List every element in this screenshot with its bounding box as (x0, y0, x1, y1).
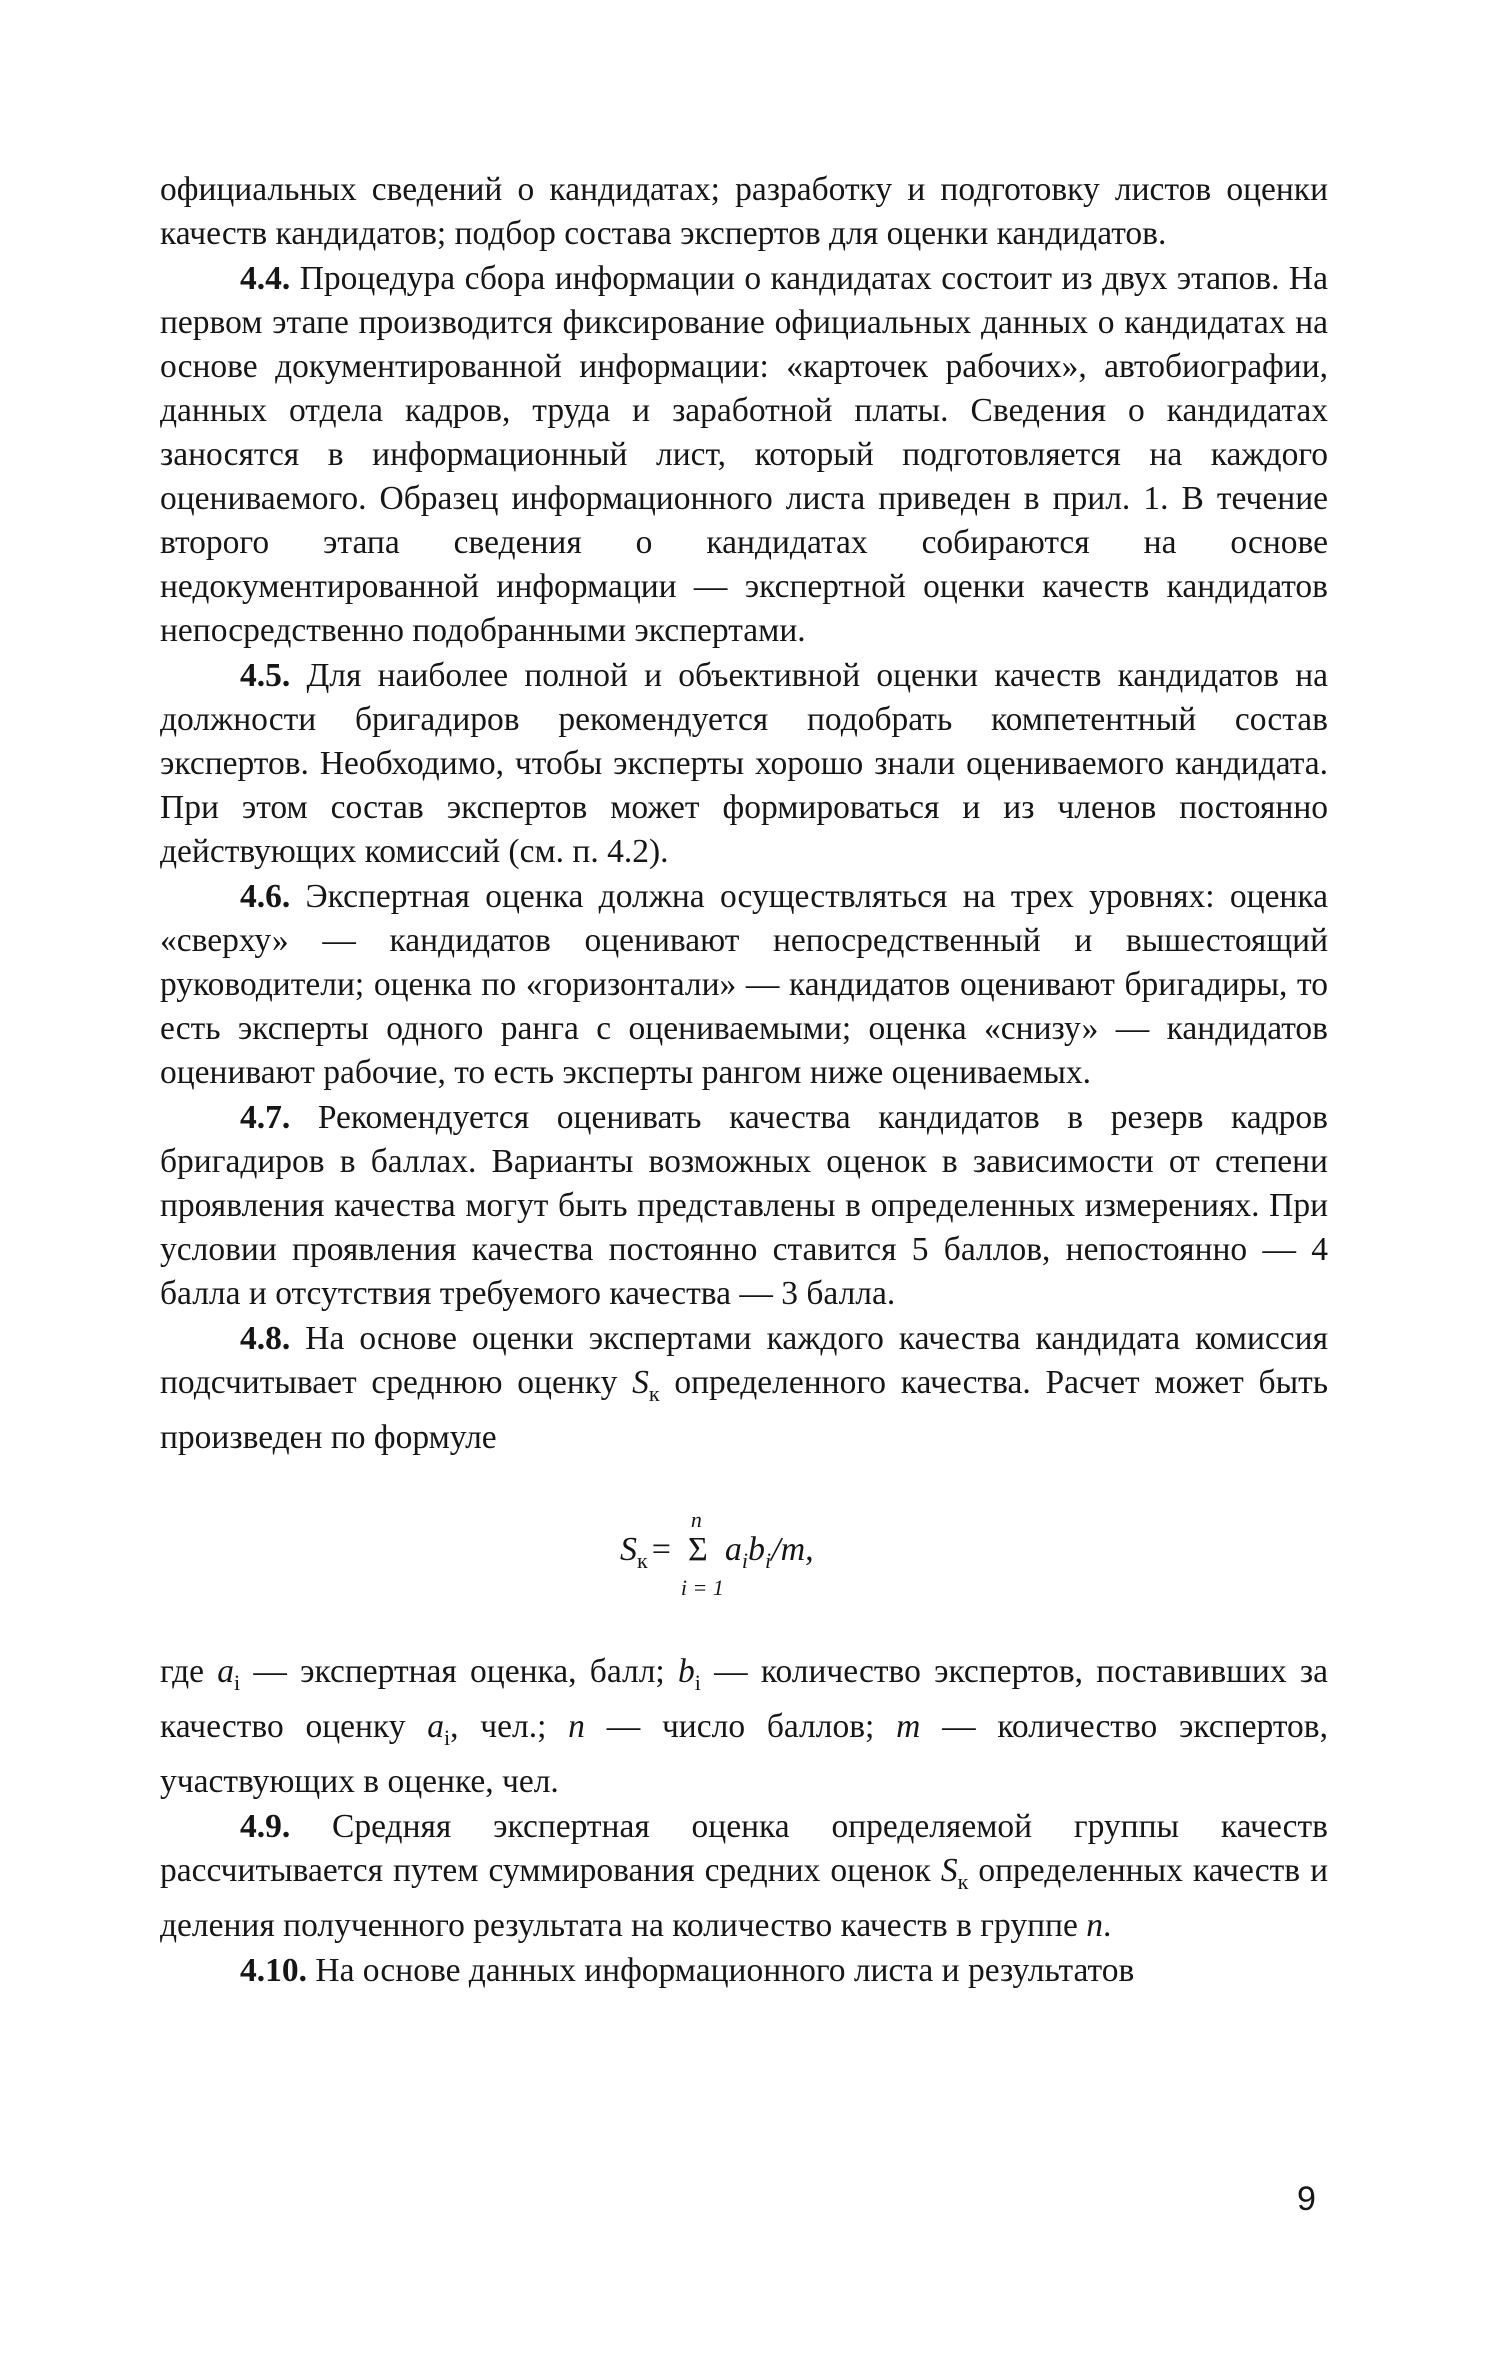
variable-s-subscript: к (957, 1869, 969, 1894)
formula-a: a (724, 1531, 742, 1568)
paragraph-text: Средняя экспертная оценка определяемой группы качеств рассчитывается путем суммирования средних оценок (160, 1808, 1328, 1889)
paragraph-4-5 (160, 654, 1328, 874)
paragraph-text: — число баллов; (584, 1708, 897, 1745)
section-number: 4.4. (240, 260, 291, 297)
paragraph-text: На основе данных информационного листа и результатов (307, 1952, 1135, 1989)
page-number: 9 (1297, 2180, 1316, 2218)
variable-b: b (678, 1653, 695, 1690)
variable-m: m (896, 1708, 921, 1745)
section-number: 4.5. (240, 657, 291, 694)
paragraph-text: . (1102, 1907, 1112, 1944)
paragraph-text: определенного качества. Расчет может быть произведен по формуле (160, 1364, 1328, 1456)
paragraph-text: где (160, 1653, 218, 1690)
paragraph-text: , чел.; (450, 1708, 569, 1745)
formula-equals: = (651, 1531, 671, 1568)
paragraph-continuation (160, 168, 1328, 256)
variable-s: S (940, 1852, 958, 1889)
paragraph-4-9 (160, 1805, 1328, 1948)
paragraph-4-8 (160, 1317, 1328, 1460)
section-number: 4.10. (240, 1952, 307, 1989)
sum-upper-limit: n (690, 1507, 702, 1532)
document-page (160, 168, 1328, 1994)
section-number: 4.8. (240, 1320, 291, 1357)
variable-b-subscript: i (694, 1670, 701, 1695)
variable-s: S (632, 1364, 649, 1401)
variable-a: a (427, 1708, 445, 1745)
sum-symbol: Σ (687, 1531, 708, 1568)
paragraph-text: — экспертная оценка, балл; (240, 1653, 678, 1690)
formula-b-subscript: i (765, 1548, 772, 1573)
paragraph-text: На основе оценки экспертами каждого качества кандидата комиссия подсчитывает среднюю оценку (160, 1320, 1328, 1401)
formula-explanation (160, 1650, 1328, 1804)
paragraph-text: официальных сведений о кандидатах; разработку и подготовку листов оценки качеств кандидатов; подбор состава экспертов для оценки кандидатов. (160, 171, 1328, 252)
paragraph-4-10 (160, 1949, 1328, 1993)
section-number: 4.9. (240, 1808, 291, 1845)
variable-s-subscript: к (648, 1381, 660, 1406)
variable-a: a (217, 1653, 234, 1690)
paragraph-text: — количество экспертов, поставивших за качество оценку (160, 1653, 1328, 1745)
paragraph-text: определенных качеств и деления полученного результата на количество качеств в группе (160, 1852, 1328, 1944)
variable-n: n (568, 1708, 585, 1745)
sum-operator (680, 1507, 724, 1600)
formula-a-subscript: i (741, 1548, 749, 1573)
variable-a-subscript: i (234, 1670, 241, 1695)
formula-lhs: S (620, 1531, 637, 1568)
paragraph-text: — количество экспертов, участвующих в оценке, чел. (160, 1708, 1328, 1800)
section-number: 4.7. (240, 1099, 291, 1136)
paragraph-4-7 (160, 1096, 1328, 1316)
paragraph-4-4 (160, 257, 1328, 653)
paragraph-text: Рекомендуется оценивать качества кандидатов в резерв кадров бригадиров в баллах. Варианты возможных оценок в зависимости от степени проявления качества могут быть представлены в определенных измерениях. При условии проявления качества постоянно ставится 5 баллов, непостоянно — 4 балла и отсутствия требуемого качества — 3 балла. (160, 1099, 1328, 1312)
formula (620, 1507, 814, 1600)
sum-lower-limit: i = 1 (680, 1575, 724, 1600)
formula-lhs-subscript: к (637, 1548, 648, 1573)
paragraph-text: Процедура сбора информации о кандидатах состоит из двух этапов. На первом этапе производится фиксирование официальных данных о кандидатах на основе документированной информации: «карточек рабочих», автобиографии, данных отдела кадров, труда и заработной платы. Сведения о кандидатах заносятся в информационный лист, который подготовляется на каждого оцениваемого. Образец информационного листа приведен в прил. 1. В течение второго этапа сведения о кандидатах собираются на основе недокументированной информации — экспертной оценки качеств кандидатов непосредственно подобранными экспертами. (160, 260, 1328, 649)
formula-block (160, 1488, 1328, 1636)
formula-tail: /m, (771, 1531, 814, 1568)
paragraph-text: Экспертная оценка должна осуществляться на трех уровнях: оценка «сверху» — кандидатов оценивают непосредственный и вышестоящий руководители; оценка по «горизонтали» — кандидатов оценивают бригадиры, то есть эксперты одного ранга с оцениваемыми; оценка «снизу» — кандидатов оценивают рабочие, то есть эксперты рангом ниже оцениваемых. (160, 878, 1328, 1091)
paragraph-text: Для наиболее полной и объективной оценки качеств кандидатов на должности бригадиров рекомендуется подобрать компетентный состав экспертов. Необходимо, чтобы эксперты хорошо знали оцениваемого кандидата. При этом состав экспертов может формироваться и из членов постоянно действующих комиссий (см. п. 4.2). (160, 657, 1328, 870)
variable-a-subscript: i (444, 1725, 451, 1750)
variable-n: n (1086, 1907, 1103, 1944)
paragraph-4-6 (160, 875, 1328, 1095)
section-number: 4.6. (240, 878, 291, 915)
formula-b: b (748, 1531, 766, 1568)
